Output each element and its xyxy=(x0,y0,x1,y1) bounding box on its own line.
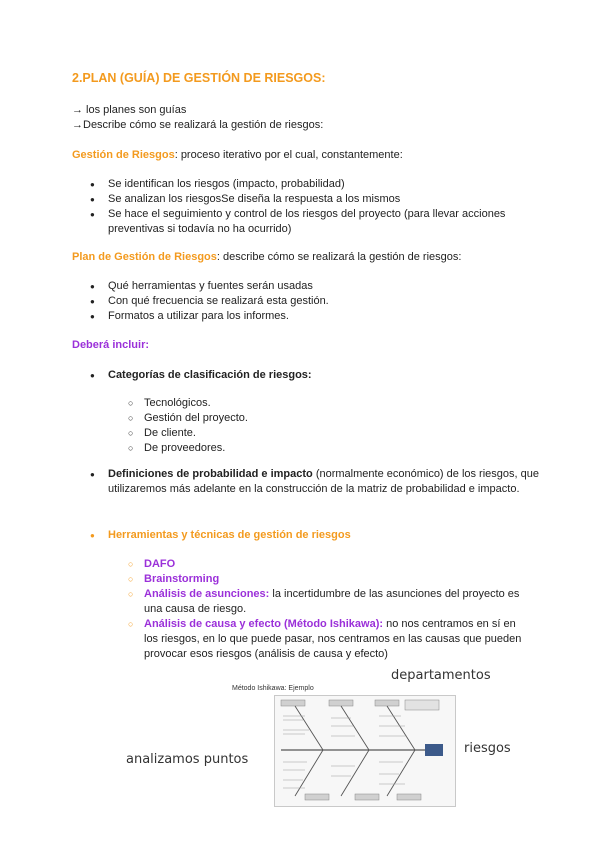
debera-incluir-heading: Deberá incluir: xyxy=(72,339,150,351)
gestion-term: Gestión de Riesgos xyxy=(72,149,175,161)
causa-item xyxy=(128,617,528,662)
intro-line-1: → los planes son guías xyxy=(72,104,187,116)
list-item: ○ Gestión del proyecto. xyxy=(128,411,528,426)
asunciones-item xyxy=(128,587,528,617)
definiciones-text: (normalmente económico) de los riesgos, que utilizaremos más adelante en la construcción de la matriz de probabilidad e impacto. xyxy=(108,468,539,495)
gestion-list xyxy=(90,177,540,237)
list-item: ● Se identifican los riesgos (impacto, probabilidad) xyxy=(90,177,540,192)
figure-caption: Método Ishikawa: Ejemplo xyxy=(232,685,314,692)
dafo-item: ○ DAFO xyxy=(128,557,528,572)
causa-label: Análisis de causa y efecto (Método Ishikawa): xyxy=(144,618,384,630)
gestion-text: : proceso iterativo por el cual, constantemente: xyxy=(174,149,403,161)
plan-list xyxy=(90,279,540,324)
categorias-sublist xyxy=(128,396,528,456)
list-item: ○ De proveedores. xyxy=(128,441,528,456)
plan-definition xyxy=(72,250,461,265)
categorias-label: ● Categorías de clasificación de riesgos: xyxy=(90,368,540,383)
ishikawa-fishbone-graphic xyxy=(275,696,455,806)
plan-text: : describe cómo se realizará la gestión de riesgos: xyxy=(216,251,462,263)
list-item: ● Formatos a utilizar para los informes. xyxy=(90,309,540,324)
handwritten-departamentos: departamentos xyxy=(391,668,491,683)
list-item: ○ Tecnológicos. xyxy=(128,396,528,411)
list-item: ● Qué herramientas y fuentes serán usadas xyxy=(90,279,540,294)
herramientas-sublist xyxy=(128,557,528,662)
list-item: ● Con qué frecuencia se realizará esta gestión. xyxy=(90,294,540,309)
ishikawa-diagram-image xyxy=(274,695,456,807)
section-title: 2.PLAN (GUÍA) DE GESTIÓN DE RIESGOS: xyxy=(72,71,326,85)
causa-text: no nos centramos en sí en los riesgos, en lo que puede pasar, nos centramos en las causas que pueden provocar esos riesgos (análisis de causa y efecto) xyxy=(144,618,522,660)
plan-term: Plan de Gestión de Riesgos xyxy=(72,251,217,263)
brainstorming-item: ○ Brainstorming xyxy=(128,572,528,587)
definiciones-label: Definiciones de probabilidad e impacto xyxy=(108,468,313,480)
definiciones-item xyxy=(90,467,540,497)
definiciones-list xyxy=(90,467,540,497)
categorias-list xyxy=(90,368,540,383)
asunciones-text: la incertidumbre de las asunciones del proyecto es una causa de riesgo. xyxy=(144,588,520,615)
list-item: ● Se analizan los riesgosSe diseña la respuesta a los mismos xyxy=(90,192,540,207)
intro-line-2: →Describe cómo se realizará la gestión de riesgos: xyxy=(72,119,324,131)
asunciones-label: Análisis de asunciones: xyxy=(144,588,270,600)
herramientas-label: ● Herramientas y técnicas de gestión de riesgos xyxy=(90,528,540,543)
herramientas-list xyxy=(90,528,540,543)
list-item: ● Se hace el seguimiento y control de los riesgos del proyecto (para llevar acciones preventivas si todavía no ha ocurrido) xyxy=(90,207,540,237)
handwritten-riesgos: riesgos xyxy=(464,741,511,756)
gestion-definition xyxy=(72,148,403,163)
list-item: ○ De cliente. xyxy=(128,426,528,441)
handwritten-analizamos-puntos: analizamos puntos xyxy=(126,752,249,767)
